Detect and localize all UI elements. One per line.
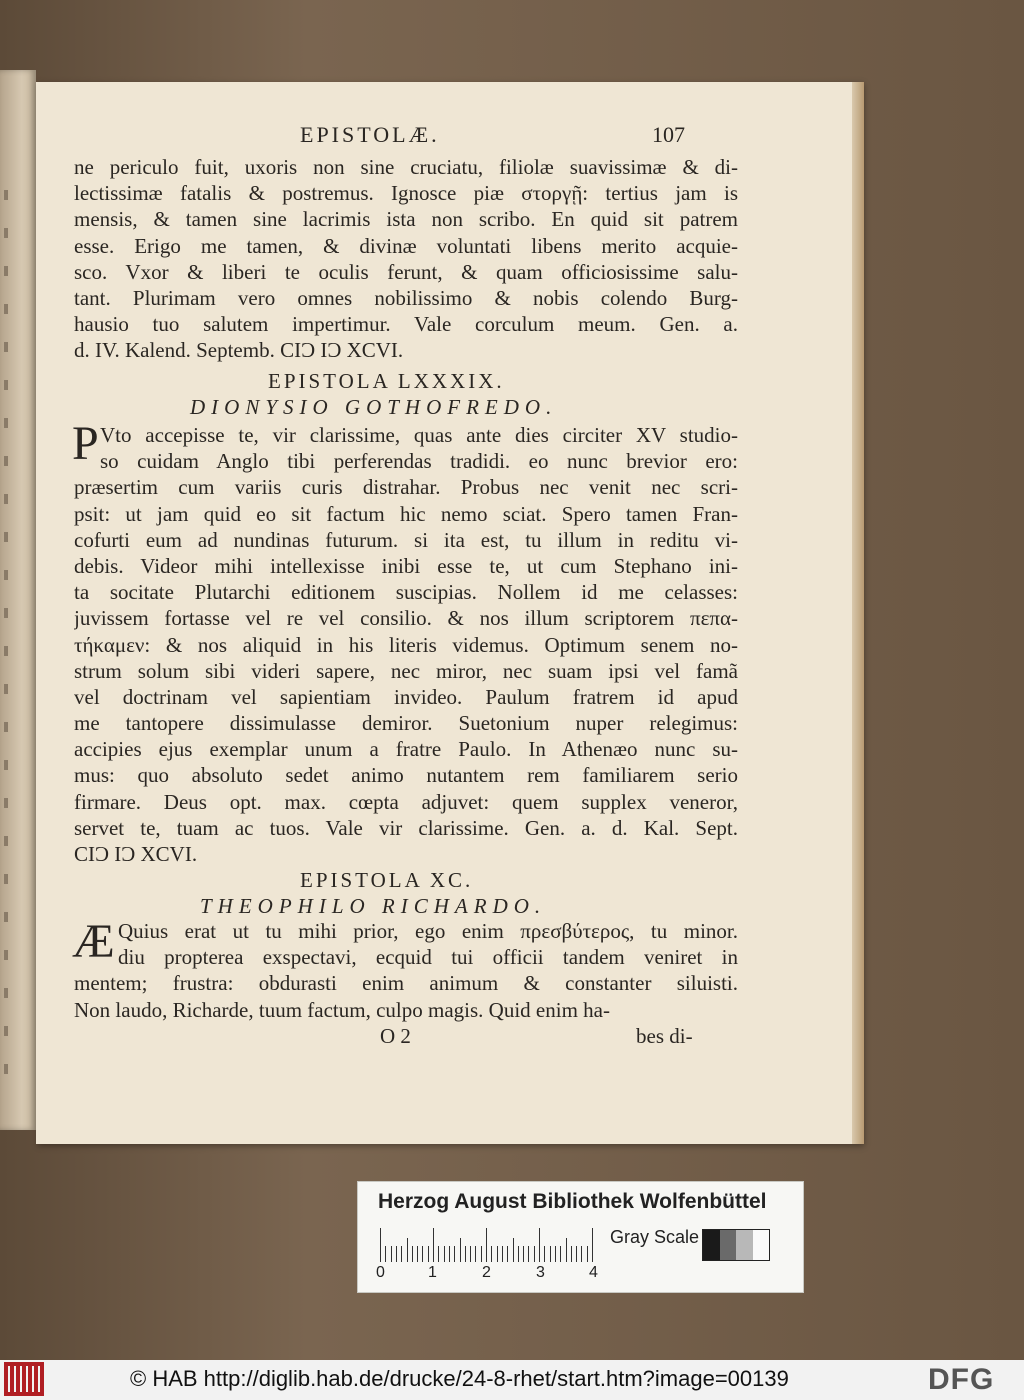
ruler-tick — [417, 1246, 418, 1262]
text-line: strum solum sibi videri sapere, nec miror, nec suam ipsi vel famã — [74, 658, 738, 683]
epistle-heading-90: EPISTOLA XC. — [300, 868, 474, 892]
swatch-white — [753, 1230, 770, 1260]
text-line: vel doctrinam vel sapientiam invideo. Paulum fratrem id apud — [74, 684, 738, 709]
page-number: 107 — [652, 122, 685, 147]
leaf-edge-mark — [4, 570, 8, 580]
text-line: mus: quo absoluto sedet animo nutantem rem familiarem serio — [74, 763, 738, 788]
text-line: mentem; frustra: obdurasti enim animum & constanter siluisti. — [74, 971, 738, 996]
leaf-edge-mark — [4, 1026, 8, 1036]
ruler-tick — [502, 1246, 503, 1262]
text-line: Vto accepisse te, vir clarissime, quas ante dies circiter XV studio- — [100, 423, 738, 447]
page-fore-edge — [852, 82, 864, 1144]
text-line: debis. Videor mihi intellexisse inibi esse te, ut cum Stephano ini- — [74, 553, 738, 578]
text-line: τήκαμεν: & nos aliquid in his literis videmus. Optimum senem no- — [74, 632, 738, 657]
leaf-edge-mark — [4, 988, 8, 998]
ruler-label-1: 1 — [428, 1264, 437, 1281]
gray-scale-label: Gray Scale — [610, 1227, 700, 1247]
epistle-addressee-90: THEOPHILO RICHARDO. — [200, 894, 547, 918]
ruler-tick — [534, 1246, 535, 1262]
ruler-tick — [407, 1238, 408, 1262]
swatch-dark-gray — [720, 1230, 737, 1260]
leaf-edge-mark — [4, 760, 8, 770]
swatch-black — [703, 1230, 720, 1260]
ruler-tick — [571, 1246, 572, 1262]
text-line: accipies ejus exemplar unum a fratre Paulo. In Athenæo nunc su- — [74, 737, 738, 762]
hab-logo-icon — [4, 1362, 44, 1396]
swatch-light-gray — [736, 1230, 753, 1260]
leaf-edge-mark — [4, 266, 8, 276]
ruler-label-2: 2 — [482, 1264, 491, 1281]
ruler-tick — [518, 1246, 519, 1262]
catchword: bes di- — [636, 1024, 693, 1048]
ruler-tick — [465, 1246, 466, 1262]
ruler-tick — [444, 1246, 445, 1262]
ruler-tick — [380, 1228, 381, 1262]
ruler-tick — [460, 1238, 461, 1262]
library-name: Herzog August Bibliothek Wolfenbüttel — [378, 1190, 767, 1213]
ruler-tick — [587, 1246, 588, 1262]
text-line: cofurti eum ad nundinas futurum. si ita est, tu illum in reditu vi- — [74, 527, 738, 552]
leaf-edge-mark — [4, 532, 8, 542]
ruler-tick — [438, 1246, 439, 1262]
ruler-tick — [412, 1246, 413, 1262]
text-line: esse. Erigo me tamen, & divinæ voluntati libens merito acquie- — [74, 233, 738, 258]
drop-capital-p: P — [72, 417, 99, 470]
leaf-edge-mark — [4, 836, 8, 846]
ruler-label-4: 4 — [589, 1264, 598, 1281]
letter-body-89 — [72, 417, 738, 867]
ruler-tick — [475, 1246, 476, 1262]
text-line: psit: ut jam quid eo sit factum hic nemo sciat. Spero tamen Fran- — [74, 501, 738, 526]
ruler-tick — [566, 1238, 567, 1262]
leaf-edge-mark — [4, 722, 8, 732]
ruler-tick — [454, 1246, 455, 1262]
footer-bar — [0, 1360, 1024, 1400]
text-line: me tantopere dissimulasse demiror. Suetonium nuper relegimus: — [74, 711, 738, 736]
ruler-tick — [470, 1246, 471, 1262]
leaf-edge-mark — [4, 304, 8, 314]
library-scale-card — [357, 1181, 804, 1293]
text-line: ta socitate Plutarchi editionem suscipias. Nollem id me celasses: — [74, 580, 738, 605]
ruler-tick — [507, 1246, 508, 1262]
text-line: so cuidam Anglo tibi perferendas tradidi. eo nunc brevior ero: — [100, 449, 738, 474]
text-line: Quius erat ut tu mihi prior, ego enim πρεσβύτερος, tu minor. — [118, 919, 738, 943]
epistle-addressee-89: DIONYSIO GOTHOFREDO. — [190, 395, 558, 419]
drop-capital-ae: Æ — [72, 915, 115, 968]
text-line: mensis, & tamen sine lacrimis ista non scribo. En quid sit patrem — [74, 207, 738, 232]
letter-body-continued — [74, 154, 738, 364]
ruler-tick — [576, 1246, 577, 1262]
text-line: tant. Plurimam vero omnes nobilissimo & nobis colendo Burg- — [74, 285, 738, 310]
text-line: Non laudo, Richarde, tuum factum, culpo magis. Quid enim ha- — [74, 997, 610, 1022]
leaf-edge-mark — [4, 950, 8, 960]
ruler-tick — [396, 1246, 397, 1262]
gray-scale-swatches — [702, 1229, 770, 1261]
leaf-edge-mark — [4, 190, 8, 200]
ruler-tick — [550, 1246, 551, 1262]
leaf-edge-mark — [4, 646, 8, 656]
footer-copyright-link[interactable]: © HAB http://diglib.hab.de/drucke/24-8-rhet/start.htm?image=00139 — [130, 1366, 789, 1391]
ruler-tick — [449, 1246, 450, 1262]
text-line: ne periculo fuit, uxoris non sine cruciatu, filiolæ suavissimæ & di- — [74, 155, 738, 179]
ruler-tick — [433, 1228, 434, 1262]
ruler-tick — [486, 1228, 487, 1262]
ruler-tick — [560, 1246, 561, 1262]
leaf-edge-mark — [4, 874, 8, 884]
ruler-tick — [497, 1246, 498, 1262]
text-line: servet te, tuam ac tuos. Vale vir clarissime. Gen. a. d. Kal. Sept. — [74, 815, 738, 840]
ruler-tick — [491, 1246, 492, 1262]
ruler-tick — [481, 1246, 482, 1262]
ruler-tick — [401, 1246, 402, 1262]
ruler-tick — [385, 1246, 386, 1262]
ruler-tick — [592, 1228, 593, 1262]
ruler-tick — [513, 1238, 514, 1262]
leaf-edge-mark — [4, 684, 8, 694]
ruler-label-0: 0 — [376, 1264, 385, 1281]
leaf-edge-mark — [4, 912, 8, 922]
text-line: hausio tuo salutem impertimur. Vale corculum meum. Gen. a. — [74, 312, 738, 337]
leaf-edge-mark — [4, 608, 8, 618]
ruler-label-3: 3 — [536, 1264, 545, 1281]
leaf-edge-mark — [4, 380, 8, 390]
leaf-edge-mark — [4, 456, 8, 466]
running-head: EPISTOLÆ. — [300, 122, 440, 147]
ruler-tick — [428, 1246, 429, 1262]
ruler-tick — [523, 1246, 524, 1262]
text-line: diu propterea exspectavi, ecquid tui officii tandem veniret in — [118, 945, 738, 970]
text-line: sco. Vxor & liberi te oculis ferunt, & quam officiosissime salu- — [74, 259, 738, 284]
measurement-ruler — [380, 1228, 598, 1262]
ruler-tick — [391, 1246, 392, 1262]
previous-leaf-edge — [0, 70, 36, 1130]
leaf-edge-mark — [4, 418, 8, 428]
text-line: CIƆ IƆ XCVI. — [74, 842, 198, 866]
ruler-tick — [422, 1246, 423, 1262]
dfg-logo: DFG — [928, 1363, 995, 1396]
epistle-heading-89: EPISTOLA LXXXIX. — [268, 369, 505, 393]
ruler-tick — [581, 1246, 582, 1262]
leaf-edge-mark — [4, 798, 8, 808]
text-line: juvissem fortasse vel re vel consilio. & nos illum scriptorem πεπα- — [74, 606, 738, 631]
text-line: lectissimæ fatalis & postremus. Ignosce piæ στοργῇ: tertius jam is — [74, 181, 738, 206]
signature-mark: O 2 — [380, 1024, 411, 1048]
ruler-tick — [555, 1246, 556, 1262]
leaf-edge-mark — [4, 228, 8, 238]
letter-body-90 — [72, 915, 738, 1023]
leaf-edge-mark — [4, 342, 8, 352]
ruler-tick — [528, 1246, 529, 1262]
text-line: firmare. Deus opt. max. cœpta adjuvet: quem supplex veneror, — [74, 789, 738, 814]
leaf-edge-mark — [4, 494, 8, 504]
text-line: præsertim cum variis curis distrahar. Probus nec venit nec scri- — [74, 475, 738, 500]
leaf-edge-mark — [4, 1064, 8, 1074]
text-line: d. IV. Kalend. Septemb. CIƆ IƆ XCVI. — [74, 338, 404, 363]
ruler-tick — [544, 1246, 545, 1262]
ruler-tick — [539, 1228, 540, 1262]
